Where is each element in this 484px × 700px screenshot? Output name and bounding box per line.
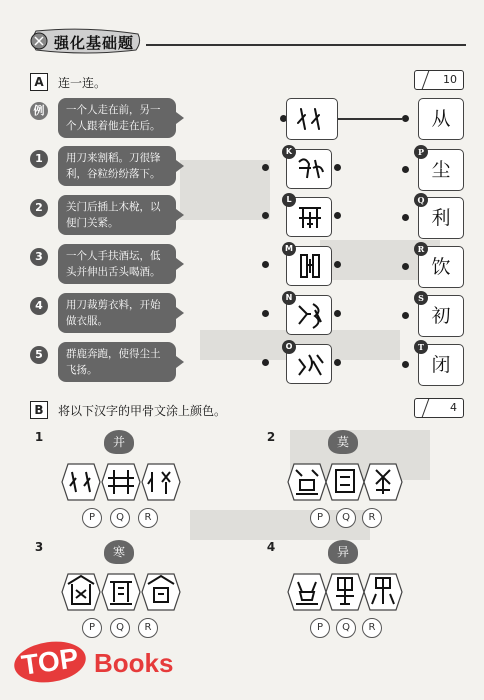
option-circle[interactable]: P (82, 618, 102, 638)
char-card-text: 饮 (431, 256, 451, 278)
oracle-card (286, 344, 332, 384)
oracle-option-glyph (362, 570, 404, 614)
section-a-score-box[interactable] (414, 70, 464, 90)
group-target-char: 并 (104, 430, 134, 454)
group-number: 2 (266, 430, 276, 444)
oracle-card (286, 295, 332, 335)
oracle-option-shape[interactable] (140, 460, 182, 504)
score-slash (422, 70, 430, 89)
oracle-letter: N (282, 291, 296, 305)
item-bubble: 用刀裁剪衣料，开始做衣服。 (58, 293, 176, 333)
option-circle[interactable]: R (362, 508, 382, 528)
oracle-option-shape[interactable] (286, 570, 328, 614)
oracle-dot-left[interactable] (262, 261, 269, 268)
group-target-char: 异 (328, 540, 358, 564)
char-dot[interactable] (402, 214, 409, 221)
oracle-card (286, 246, 332, 286)
item-number: 1 (30, 150, 48, 168)
oracle-option-shape[interactable] (324, 460, 366, 504)
oracle-letter: O (282, 340, 296, 354)
example-bubble: 一个人走在前，另一个人跟着他走在后。 (58, 98, 176, 138)
char-card (418, 344, 464, 386)
logo-books-text: Books (94, 648, 174, 678)
oracle-dot-left[interactable] (262, 359, 269, 366)
group-target-char: 寒 (104, 540, 134, 564)
option-circle[interactable]: P (310, 618, 330, 638)
page-title: 强化基础题 (54, 34, 135, 52)
oracle-dot-right[interactable] (334, 261, 341, 268)
char-letter: P (414, 145, 428, 159)
header-rule (146, 44, 466, 46)
oracle-option-shape[interactable] (60, 570, 102, 614)
oracle-option-glyph (60, 460, 102, 504)
oracle-option-shape[interactable] (100, 460, 142, 504)
oracle-glyph-icon (293, 251, 327, 281)
oracle-option-shape[interactable] (324, 570, 366, 614)
oracle-option-glyph (140, 570, 182, 614)
example-connector-line (338, 118, 402, 120)
oracle-dot-left[interactable] (262, 164, 269, 171)
oracle-letter: K (282, 145, 296, 159)
example-dot-right[interactable] (402, 115, 409, 122)
oracle-option-glyph (140, 460, 182, 504)
option-circle[interactable]: R (362, 618, 382, 638)
page-header (26, 28, 466, 58)
oracle-option-shape[interactable] (100, 570, 142, 614)
char-letter: S (414, 291, 428, 305)
oracle-dot-right[interactable] (334, 164, 341, 171)
option-circle[interactable]: Q (110, 618, 130, 638)
oracle-option-glyph (60, 570, 102, 614)
char-card (418, 295, 464, 337)
oracle-option-glyph (362, 460, 404, 504)
option-circle[interactable]: R (138, 618, 158, 638)
section-b-score-box[interactable] (414, 398, 464, 418)
oracle-letter: L (282, 193, 296, 207)
oracle-dot-right[interactable] (334, 310, 341, 317)
item-bubble: 关门后插上木梲，以便门关紧。 (58, 195, 176, 235)
char-card-text: 尘 (431, 159, 451, 181)
char-card-text: 初 (431, 305, 451, 327)
option-circle[interactable]: R (138, 508, 158, 528)
char-dot[interactable] (402, 263, 409, 270)
option-circle[interactable]: Q (110, 508, 130, 528)
oracle-card (286, 197, 332, 237)
item-bubble: 一个人手扶酒坛，低头并伸出舌头喝酒。 (58, 244, 176, 284)
option-circle[interactable]: Q (336, 508, 356, 528)
oracle-glyph-icon (293, 154, 327, 184)
oracle-option-glyph (100, 570, 142, 614)
section-b-score-total: 4 (450, 401, 457, 414)
section-a-letter: A (30, 73, 48, 91)
char-dot[interactable] (402, 166, 409, 173)
option-circle[interactable]: P (82, 508, 102, 528)
group-number: 4 (266, 540, 276, 554)
oracle-glyph-icon (293, 300, 327, 330)
char-dot[interactable] (402, 312, 409, 319)
item-number: 2 (30, 199, 48, 217)
option-circle[interactable]: Q (336, 618, 356, 638)
char-dot[interactable] (402, 361, 409, 368)
oracle-letter: M (282, 242, 296, 256)
section-a-title: 连一连。 (58, 76, 107, 90)
oracle-option-glyph (324, 570, 366, 614)
char-letter: R (414, 242, 428, 256)
option-circle[interactable]: P (310, 508, 330, 528)
example-char-card: 从 (418, 98, 464, 140)
example-marker: 例 (30, 102, 48, 120)
score-slash (422, 398, 430, 417)
oracle-dot-left[interactable] (262, 310, 269, 317)
group-target-char: 莫 (328, 430, 358, 454)
oracle-cong-glyph (293, 103, 331, 135)
oracle-dot-left[interactable] (262, 212, 269, 219)
oracle-option-glyph (100, 460, 142, 504)
oracle-option-shape[interactable] (140, 570, 182, 614)
section-b-title: 将以下汉字的甲骨文涂上颜色。 (58, 404, 227, 418)
group-number: 3 (34, 540, 44, 554)
item-bubble: 群鹿奔跑，使得尘土飞扬。 (58, 342, 176, 382)
oracle-option-shape[interactable] (60, 460, 102, 504)
char-card-text: 利 (431, 207, 451, 229)
oracle-glyph-icon (293, 202, 327, 232)
logo-top-text: TOP (12, 637, 89, 687)
char-letter: T (414, 340, 428, 354)
oracle-option-shape[interactable] (286, 460, 328, 504)
oracle-dot-right[interactable] (334, 359, 341, 366)
oracle-option-glyph (324, 460, 366, 504)
oracle-glyph-icon (293, 349, 327, 379)
char-letter: Q (414, 193, 428, 207)
oracle-option-glyph (286, 570, 328, 614)
char-card (418, 197, 464, 239)
item-bubble: 用刀来割稻。刀很锋利，谷粒纷纷落下。 (58, 146, 176, 186)
topbooks-logo (14, 642, 174, 682)
oracle-card (286, 149, 332, 189)
char-card (418, 149, 464, 191)
oracle-option-shape[interactable] (362, 570, 404, 614)
item-number: 5 (30, 346, 48, 364)
oracle-option-glyph (286, 460, 328, 504)
item-number: 4 (30, 297, 48, 315)
oracle-option-shape[interactable] (362, 460, 404, 504)
example-oracle-card (286, 98, 338, 140)
section-a-score-total: 10 (443, 73, 457, 86)
oracle-dot-right[interactable] (334, 212, 341, 219)
item-number: 3 (30, 248, 48, 266)
char-card-text: 闭 (431, 354, 451, 376)
char-card (418, 246, 464, 288)
group-number: 1 (34, 430, 44, 444)
section-b-letter: B (30, 401, 48, 419)
